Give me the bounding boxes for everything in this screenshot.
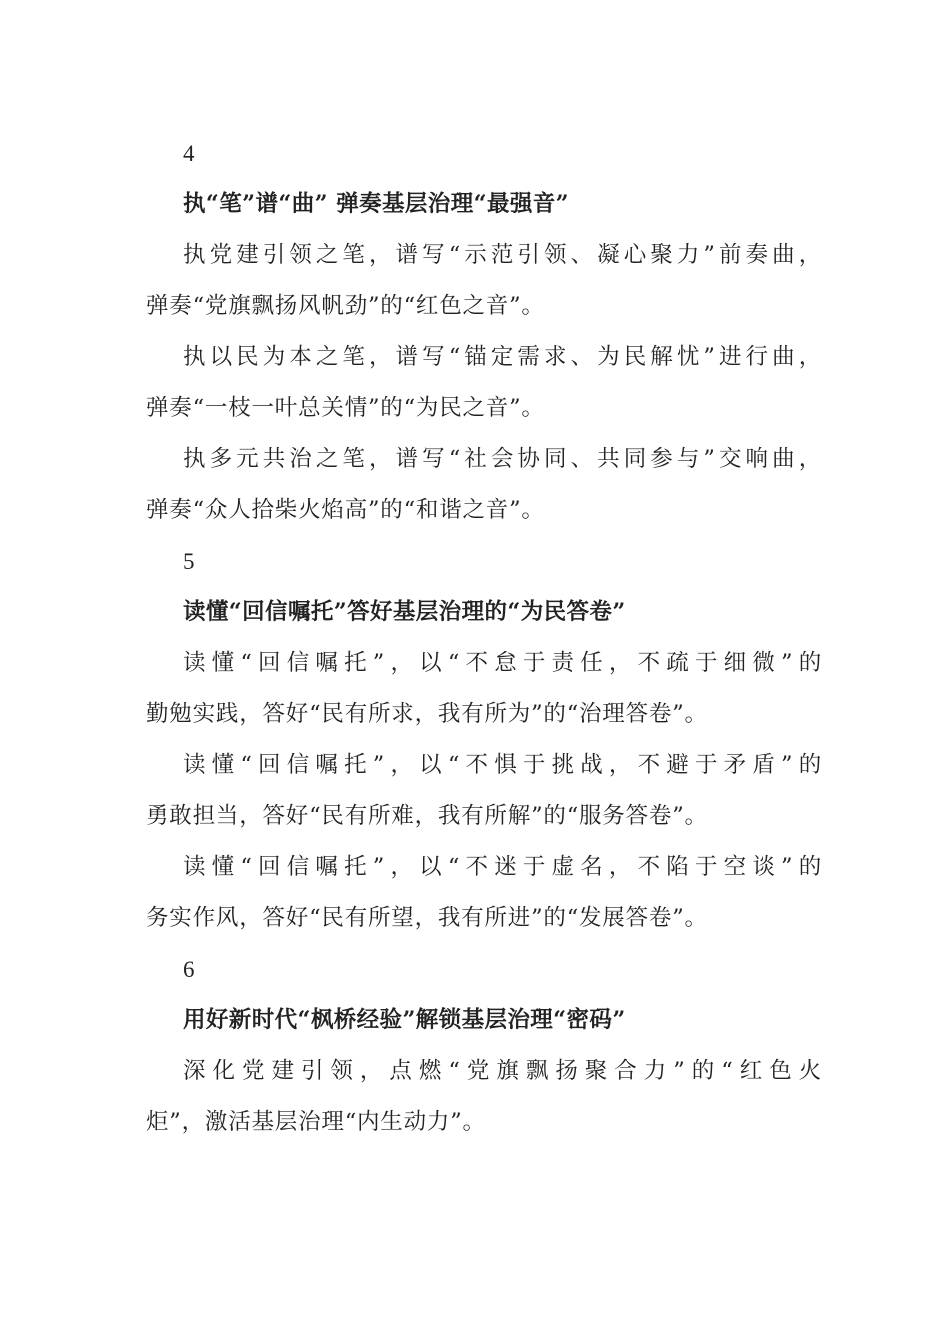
paragraph-line: 执多元共治之笔，谱写“社会协同、共同参与”交响曲， xyxy=(183,446,822,472)
paragraph xyxy=(146,740,822,842)
section-number: 6 xyxy=(183,957,196,982)
paragraph-line: 务实作风，答好“民有所望，我有所进”的“发展答卷”。 xyxy=(146,905,708,931)
paragraph xyxy=(146,638,822,740)
paragraph-line: 执党建引领之笔，谱写“示范引领、凝心聚力”前奏曲， xyxy=(183,242,822,268)
paragraph xyxy=(146,842,822,944)
paragraph-line: 弹奏“一枝一叶总关情”的“为民之音”。 xyxy=(146,395,545,421)
document-body xyxy=(146,128,822,1148)
paragraph xyxy=(146,434,822,536)
paragraph-line: 弹奏“众人拾柴火焰高”的“和谐之音”。 xyxy=(146,497,545,523)
paragraph xyxy=(146,332,822,434)
paragraph-line: 勤勉实践，答好“民有所求，我有所为”的“治理答卷”。 xyxy=(146,701,708,727)
paragraph-line: 读懂“回信嘱托”，以“不怠于责任，不疏于细微”的 xyxy=(183,650,822,676)
section-heading: 用好新时代“枫桥经验”解锁基层治理“密码” xyxy=(183,1007,626,1033)
paragraph xyxy=(146,1046,822,1148)
section-number: 5 xyxy=(183,549,196,574)
paragraph-line: 执以民为本之笔，谱写“锚定需求、为民解忧”进行曲， xyxy=(183,344,822,370)
section-number: 4 xyxy=(183,141,196,166)
paragraph xyxy=(146,230,822,332)
paragraph-line: 弹奏“党旗飘扬风帆劲”的“红色之音”。 xyxy=(146,293,545,319)
section-heading: 执“笔”谱“曲” 弹奏基层治理“最强音” xyxy=(183,191,569,217)
section-heading: 读懂“回信嘱托”答好基层治理的“为民答卷” xyxy=(183,599,626,625)
paragraph-line: 炬”，激活基层治理“内生动力”。 xyxy=(146,1109,486,1135)
paragraph-line: 读懂“回信嘱托”，以“不惧于挑战，不避于矛盾”的 xyxy=(183,752,822,778)
paragraph-line: 勇敢担当，答好“民有所难，我有所解”的“服务答卷”。 xyxy=(146,803,708,829)
paragraph-line: 深化党建引领，点燃“党旗飘扬聚合力”的“红色火 xyxy=(183,1058,822,1084)
paragraph-line: 读懂“回信嘱托”，以“不迷于虚名，不陷于空谈”的 xyxy=(183,854,822,880)
